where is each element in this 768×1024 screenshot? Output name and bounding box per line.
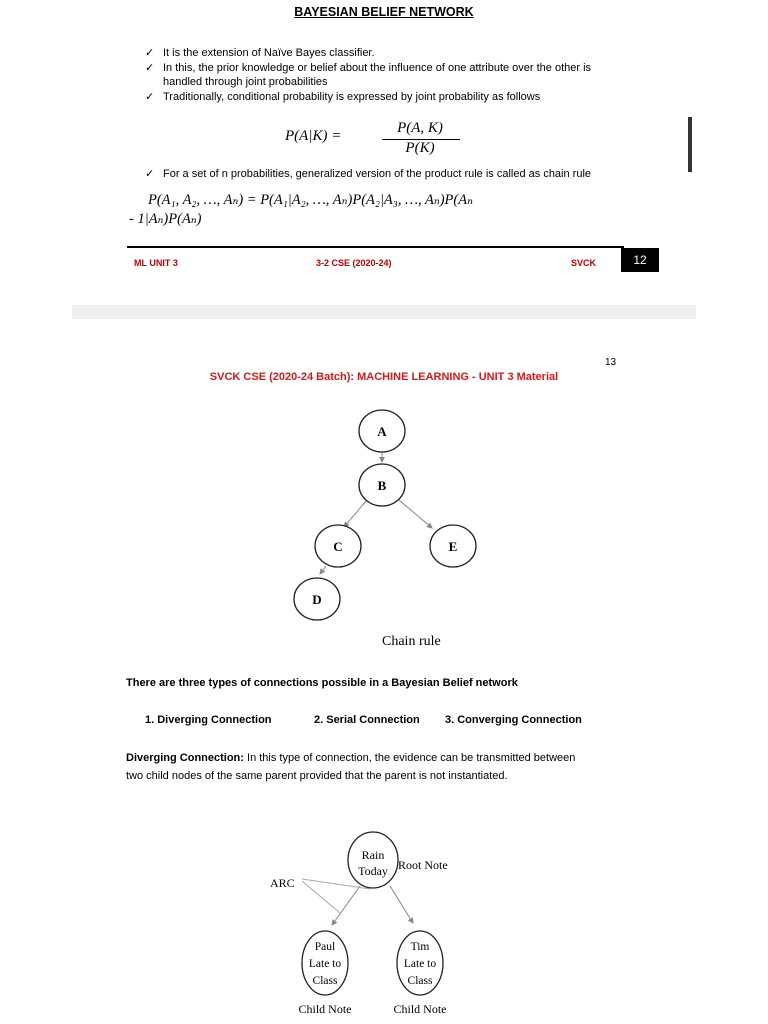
connection-type-1: 1. Diverging Connection — [145, 714, 272, 726]
connection-type-3: 3. Converging Connection — [445, 714, 582, 726]
child-note-label-right: Child Note — [393, 1002, 447, 1016]
page-gap — [72, 305, 696, 319]
bullet-text: It is the extension of Naïve Bayes classifier. — [163, 47, 375, 59]
svg-text:Late to: Late to — [403, 958, 437, 970]
svg-text:E: E — [448, 539, 458, 554]
svg-text:Late to: Late to — [308, 958, 342, 970]
check-icon: ✓ — [145, 168, 155, 180]
edge-b-e — [399, 500, 432, 528]
page-number-box: 12 — [621, 248, 659, 272]
svg-text:Paul: Paul — [314, 941, 336, 953]
chain-rule-diagram — [280, 400, 500, 630]
bullet-text: Traditionally, conditional probability is expressed by joint probability as follows — [163, 91, 541, 103]
chain-rule-formula-line1: P(A₁, A₂, …, Aₙ) = P(A₁|A₂, …, Aₙ)P(A₂|A₃, …, Aₙ)P(Aₙ — [148, 192, 473, 208]
diverging-diagram — [260, 825, 490, 1024]
diverging-paragraph-line2: two child nodes of the same parent provided that the parent is not instantiated. — [126, 770, 508, 782]
node-b — [359, 464, 405, 506]
formula-denominator: P(K) — [405, 140, 435, 156]
diverging-text: In this type of connection, the evidence can be transmitted between — [243, 752, 576, 764]
connection-type-2: 2. Serial Connection — [314, 714, 420, 726]
svg-text:B: B — [377, 478, 387, 493]
check-icon: ✓ — [145, 91, 155, 103]
diverging-heading: Diverging Connection: — [126, 752, 244, 764]
arc-label: ARC — [270, 876, 295, 890]
svg-text:A: A — [377, 424, 387, 439]
check-icon: ✓ — [145, 62, 155, 74]
edge-root-paul — [332, 886, 360, 925]
chain-rule-caption: Chain rule — [382, 634, 441, 649]
edge-c-d — [320, 566, 326, 574]
svg-text:C: C — [333, 539, 343, 554]
node-a — [359, 410, 405, 452]
root-node — [348, 832, 398, 888]
footer-middle: 3-2 CSE (2020-24) — [316, 258, 392, 268]
edge-b-c — [344, 500, 367, 527]
connections-intro: There are three types of connections possible in a Bayesian Belief network — [126, 677, 518, 689]
svg-text:Class: Class — [312, 975, 338, 987]
page-title: BAYESIAN BELIEF NETWORK — [294, 5, 474, 19]
root-note-label: Root Note — [398, 858, 448, 872]
node-c — [315, 525, 361, 567]
child-node-tim — [397, 931, 443, 995]
footer-left: ML UNIT 3 — [134, 258, 178, 268]
check-icon: ✓ — [145, 47, 155, 59]
bullet-text: For a set of n probabilities, generalized version of the product rule is called as chain rule — [163, 168, 592, 180]
svg-text:D: D — [312, 592, 322, 607]
diverging-paragraph-line1 — [126, 752, 575, 764]
svg-text:Class: Class — [407, 975, 433, 987]
footer-divider — [127, 246, 624, 248]
bullet-text: In this, the prior knowledge or belief about the influence of one attribute over the other is handled through joint probabilities — [163, 62, 592, 88]
edge-root-tim — [390, 886, 413, 923]
chain-rule-formula-line2: - 1|Aₙ)P(Aₙ) — [129, 211, 202, 227]
formula-lhs: P(A|K) = — [285, 128, 342, 144]
svg-text:Rain: Rain — [361, 848, 385, 862]
node-d — [294, 578, 340, 620]
child-note-label-left: Child Note — [298, 1002, 352, 1016]
svg-text:Today: Today — [358, 864, 388, 878]
formula-numerator: P(A, K) — [397, 120, 443, 136]
child-node-paul — [302, 931, 348, 995]
scroll-indicator[interactable] — [688, 117, 692, 172]
footer-right: SVCK — [571, 258, 597, 268]
arc-pointer-2 — [302, 881, 340, 913]
page-number: 13 — [605, 357, 617, 368]
svg-text:Tim: Tim — [410, 941, 430, 953]
page-header: SVCK CSE (2020-24 Batch): MACHINE LEARNING - UNIT 3 Material — [209, 371, 559, 383]
node-e — [430, 525, 476, 567]
